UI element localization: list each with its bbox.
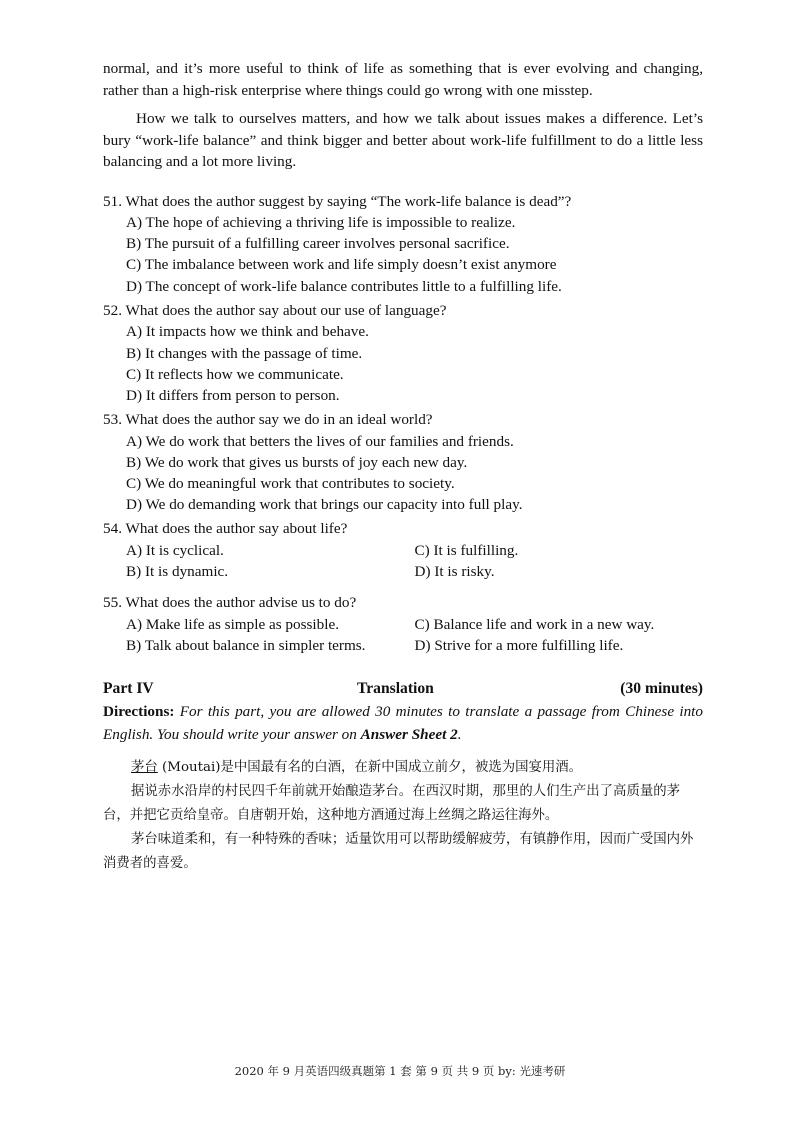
option-a: A) It is cyclical. [126, 541, 224, 559]
passage-paragraph: normal, and it’s more useful to think of life as something that is ever evolving and changing, rather than a high-risk enterprise where things could go wrong with one misstep. [103, 60, 703, 99]
chinese-paragraph-2: 据说赤水沿岸的村民四千年前就开始酿造茅台。在西汉时期，那里的人们生产出了高质量的茅台，并把它贡给皇帝。自唐朝开始，这种地方酒通过海上丝绸之路运往海外。 [103, 784, 681, 824]
option-b: B) We do work that gives us bursts of joy each new day. [126, 453, 468, 471]
question-stem: 54. What does the author say about life? [103, 520, 348, 538]
option-a: A) Make life as simple as possible. [126, 615, 340, 633]
option-a: A) It impacts how we think and behave. [126, 323, 369, 341]
options-row [103, 614, 703, 635]
option-b: B) It is dynamic. [126, 563, 229, 581]
option-b: B) Talk about balance in simpler terms. [126, 637, 366, 655]
part-title: Translation [357, 680, 434, 698]
option-a: A) We do work that betters the lives of our families and friends. [126, 432, 514, 450]
option-c: C) Balance life and work in a new way. [414, 615, 655, 633]
options-row [103, 561, 703, 582]
question-stem: 51. What does the author suggest by saying “The work-life balance is dead”? [103, 192, 572, 210]
exam-page [103, 58, 703, 876]
chinese-term: 茅台 [131, 760, 158, 776]
question-stem: 53. What does the author say we do in an ideal world? [103, 411, 433, 429]
part-time: (30 minutes) [620, 680, 703, 698]
question-51 [103, 191, 703, 297]
directions-end: . [457, 726, 462, 744]
chinese-line-1 [103, 756, 703, 780]
page-footer: 2020 年 9 月英语四级真题第 1 套 第 9 页 共 9 页 by: 光速考研 [234, 1064, 566, 1078]
option-d: D) It is risky. [414, 563, 495, 581]
question-stem: 52. What does the author say about our use of language? [103, 301, 447, 319]
chinese-line-1-rest: (Moutai)是中国最有名的白酒，在新中国成立前夕，被选为国宴用酒。 [157, 760, 583, 776]
option-c: C) It reflects how we communicate. [126, 365, 344, 383]
option-c: C) We do meaningful work that contributes to society. [126, 475, 455, 493]
options-row [103, 635, 703, 656]
directions [103, 700, 703, 746]
question-stem: 55. What does the author advise us to do? [103, 594, 357, 612]
options-row [103, 540, 703, 561]
option-b: B) The pursuit of a fulfilling career involves personal sacrifice. [126, 235, 510, 253]
question-55 [103, 592, 703, 656]
option-c: C) The imbalance between work and life simply doesn’t exist anymore [126, 256, 557, 274]
option-d: D) The concept of work-life balance contributes little to a fulfilling life. [126, 277, 562, 295]
question-52 [103, 300, 703, 406]
part-label: Part IV [103, 680, 154, 698]
option-c: C) It is fulfilling. [414, 541, 519, 559]
option-a: A) The hope of achieving a thriving life is impossible to realize. [126, 214, 516, 231]
directions-body: For this part, you are allowed 30 minutes to translate a passage from Chinese into English. You should write your answer on [103, 703, 703, 744]
directions-lead: Directions: [103, 703, 175, 721]
question-53 [103, 409, 703, 515]
answer-sheet-ref: Answer Sheet 2 [360, 726, 458, 744]
question-54 [103, 518, 703, 582]
option-b: B) It changes with the passage of time. [126, 344, 363, 362]
option-d: D) Strive for a more fulfilling life. [414, 637, 624, 655]
passage-paragraph: How we talk to ourselves matters, and how we talk about issues makes a difference. Let’s bury “work-life balance” and think bigger and better about work-life fulfillment to do a little less balancing and a lot more living. [103, 110, 703, 170]
option-d: D) We do demanding work that brings our capacity into full play. [126, 496, 523, 514]
option-d: D) It differs from person to person. [126, 386, 340, 404]
chinese-paragraph-3: 茅台味道柔和，有一种特殊的香味；适量饮用可以帮助缓解疲劳，有镇静作用，因而广受国内外消费者的喜爱。 [103, 832, 694, 872]
part-header [103, 680, 703, 698]
